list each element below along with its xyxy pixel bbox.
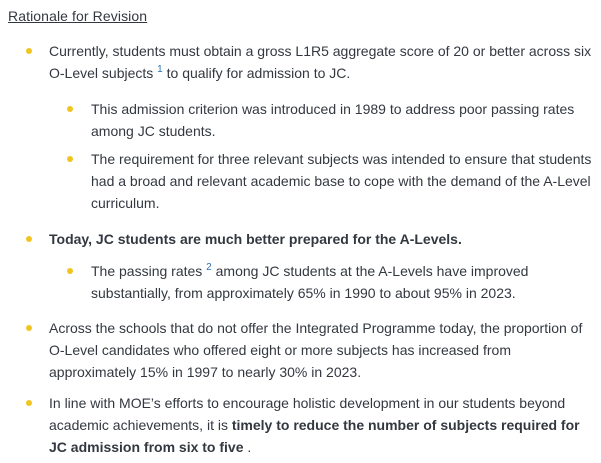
item-text-emphasis: timely to reduce the number of subjects required for JC admission from six to five: [49, 417, 580, 455]
bullet-icon: [67, 268, 73, 274]
item-text: Today, JC students are much better prepared for the A-Levels.: [49, 231, 462, 247]
bullet-icon: [67, 156, 73, 162]
item-text: to qualify for admission to JC.: [162, 65, 351, 81]
list-item: [91, 98, 593, 142]
footnote-link[interactable]: 2: [206, 262, 212, 273]
item-text: .: [243, 439, 252, 455]
bullet-icon: [26, 325, 32, 331]
list-item: [49, 392, 589, 458]
list-item: [91, 260, 571, 304]
list-item: [49, 40, 597, 84]
item-text: among JC students at the A-Levels have improved substantially, from approximately 65% in 1990 to about 95% in 2023.: [91, 263, 529, 301]
item-text: In line with MOE’s efforts to encourage holistic development in our students beyond academic achievements, it is: [49, 395, 566, 433]
item-text: The requirement for three relevant subjects was intended to ensure that students had a broad and relevant academic base to cope with the demand of the A-Level curriculum.: [91, 151, 592, 211]
list-item: [49, 228, 597, 250]
bullet-icon: [67, 106, 73, 112]
item-text: The passing rates: [91, 263, 207, 279]
footnote-link[interactable]: 1: [157, 64, 163, 75]
bullet-icon: [26, 400, 32, 406]
item-text: Across the schools that do not offer the Integrated Programme today, the proportion of O-Level candidates who offered eight or more subjects has increased from approximately 15% in 1997 to nearly 30% in 2023.: [49, 320, 583, 380]
bullet-icon: [26, 236, 32, 242]
bullet-icon: [26, 48, 32, 54]
item-text: This admission criterion was introduced in 1989 to address poor passing rates among JC students.: [91, 101, 575, 139]
section-heading: Rationale for Revision: [8, 8, 148, 24]
item-text: Currently, students must obtain a gross L1R5 aggregate score of 20 or better across six O-Level subjects: [49, 43, 592, 81]
list-item: [91, 148, 596, 214]
list-item: [49, 317, 599, 383]
